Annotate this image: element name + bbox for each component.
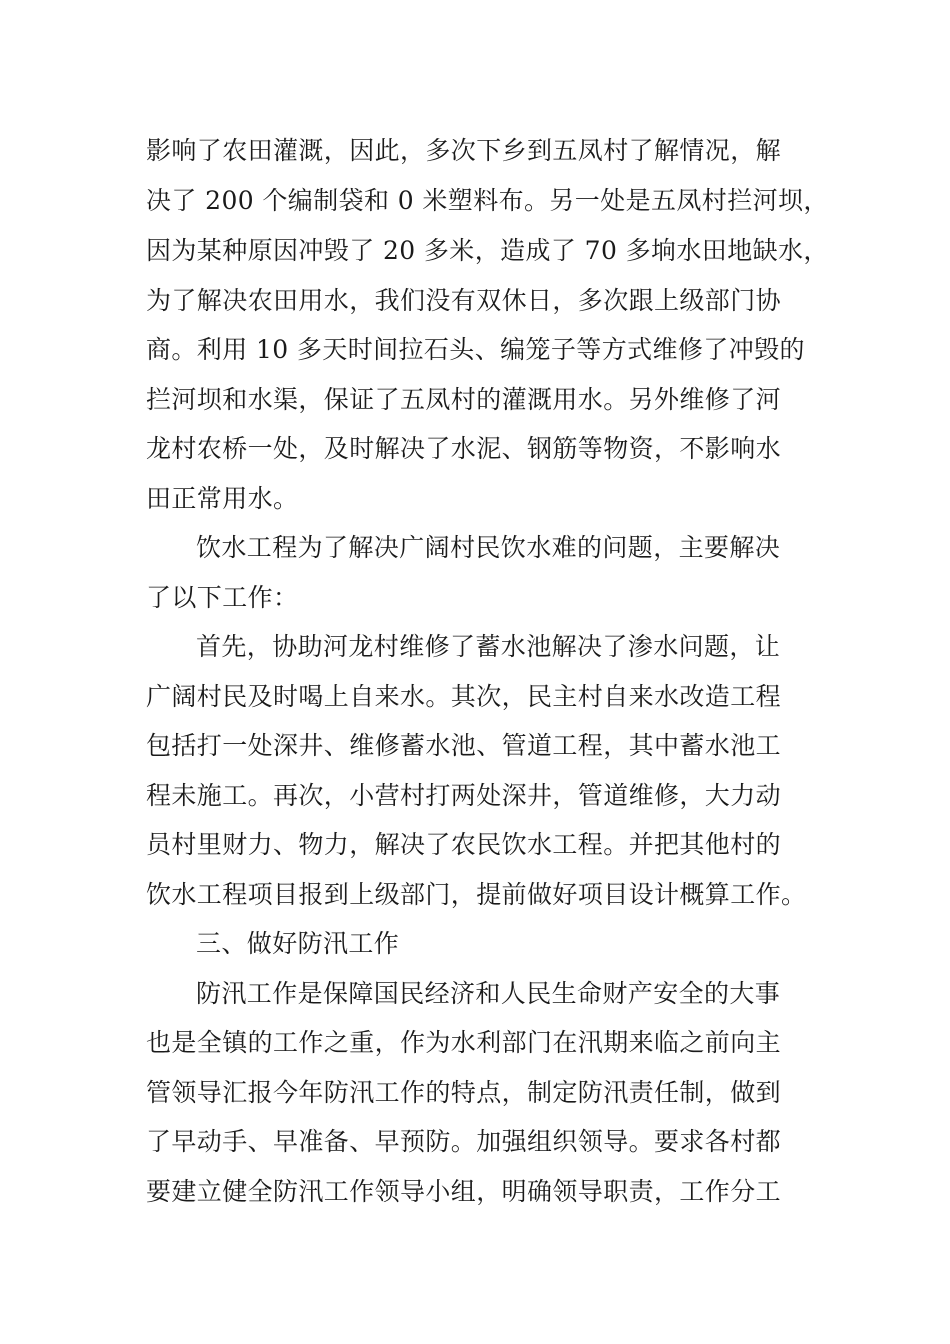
paragraph-first-line: 饮水工程为了解决广阔村民饮水难的问题，主要解决	[196, 533, 781, 562]
text-line: 商。利用 10 多天时间拉石头、编笼子等方式维修了冲毁的	[146, 335, 805, 364]
text-line: 要建立健全防汛工作领导小组，明确领导职责，工作分工	[146, 1177, 782, 1206]
paragraph-first-line: 首先，协助河龙村维修了蓄水池解决了渗水问题，让	[196, 632, 781, 661]
text-line: 管领导汇报今年防汛工作的特点，制定防汛责任制，做到	[146, 1078, 782, 1107]
text-line: 因为某种原因冲毁了 20 多米，造成了 70 多垧水田地缺水，	[146, 236, 829, 265]
text-line: 程未施工。再次，小营村打两处深井，管道维修，大力动	[146, 781, 782, 810]
text-line: 了以下工作：	[146, 583, 299, 612]
text-line: 决了 200 个编制袋和 0 米塑料布。另一处是五凤村拦河坝，	[146, 186, 829, 215]
paragraph-first-line: 防汛工作是保障国民经济和人民生命财产安全的大事	[196, 979, 781, 1008]
text-line: 饮水工程项目报到上级部门，提前做好项目设计概算工作。	[146, 880, 807, 909]
text-line: 为了解决农田用水，我们没有双休日，多次跟上级部门协	[146, 286, 782, 315]
text-line: 龙村农桥一处，及时解决了水泥、钢筋等物资，不影响水	[146, 434, 782, 463]
text-line: 员村里财力、物力，解决了农民饮水工程。并把其他村的	[146, 830, 782, 859]
text-line: 包括打一处深井、维修蓄水池、管道工程，其中蓄水池工	[146, 731, 782, 760]
text-line: 拦河坝和水渠，保证了五凤村的灌溉用水。另外维修了河	[146, 385, 782, 414]
text-line: 也是全镇的工作之重，作为水利部门在汛期来临之前向主	[146, 1028, 782, 1057]
text-line: 广阔村民及时喝上自来水。其次，民主村自来水改造工程	[146, 682, 782, 711]
section-heading: 三、做好防汛工作	[196, 929, 400, 958]
text-line: 影响了农田灌溉，因此，多次下乡到五凤村了解情况，解	[146, 136, 782, 165]
text-line: 了早动手、早准备、早预防。加强组织领导。要求各村都	[146, 1127, 782, 1156]
text-line: 田正常用水。	[146, 484, 299, 513]
